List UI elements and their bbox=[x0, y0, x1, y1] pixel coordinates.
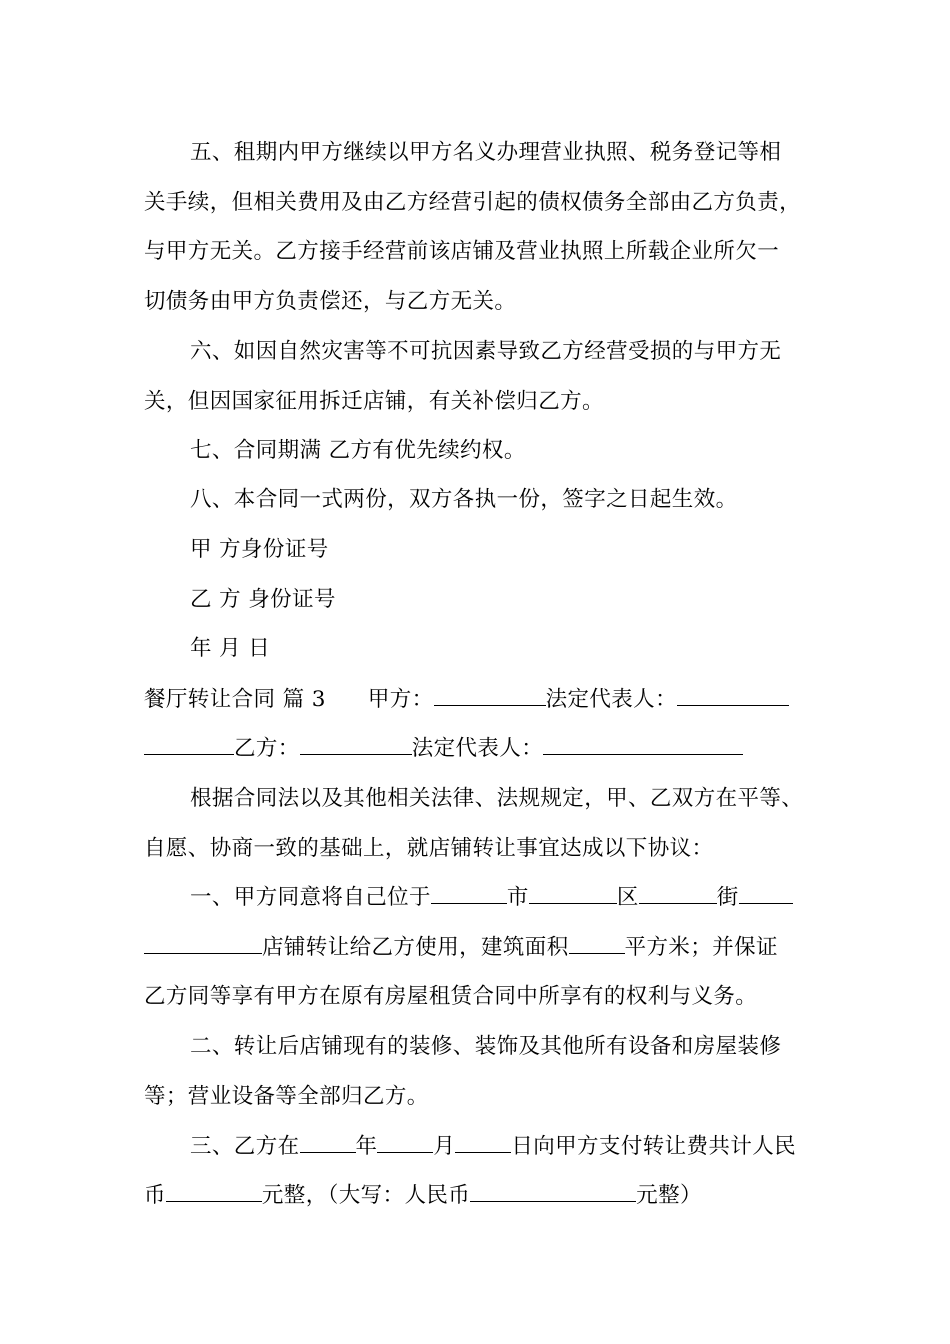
clause-3-text-day: 日向甲方支付转让费共计人民 bbox=[511, 1134, 797, 1159]
legal-rep-label-b: 法定代表人： bbox=[411, 736, 544, 761]
year-label: 年 bbox=[355, 1134, 378, 1159]
clause-3-text-d: 元整） bbox=[636, 1183, 702, 1208]
party-b-blank[interactable] bbox=[300, 734, 412, 755]
clause-5-line-2: 关手续，但相关费用及由乙方经营引起的债权债务全部由乙方负责， bbox=[144, 190, 802, 215]
intro-line-2: 自愿、协商一致的基础上，就店铺转让事宜达成以下协议： bbox=[144, 836, 714, 861]
section-title: 餐厅转让合同 篇 3 bbox=[144, 687, 326, 712]
day-blank[interactable] bbox=[455, 1132, 511, 1153]
clause-8: 八、本合同一式两份，双方各执一份，签字之日起生效。 bbox=[190, 487, 738, 512]
party-b-label: 乙方： bbox=[234, 736, 300, 761]
clause-5-line-1: 五、租期内甲方继续以甲方名义办理营业执照、税务登记等相 bbox=[190, 140, 782, 165]
legal-rep-a-blank[interactable] bbox=[677, 685, 789, 706]
clause-1-text-b: 店铺转让给乙方使用，建筑面积 bbox=[262, 935, 569, 960]
district-label: 区 bbox=[616, 885, 639, 910]
clause-7: 七、合同期满 乙方有优先续约权。 bbox=[190, 438, 526, 463]
address-blank[interactable] bbox=[739, 883, 793, 904]
month-blank[interactable] bbox=[377, 1132, 433, 1153]
city-blank[interactable] bbox=[431, 883, 507, 904]
month-label: 月 bbox=[433, 1134, 456, 1159]
party-b-id-line: 乙 方 身份证号 bbox=[190, 587, 336, 612]
clause-5-line-4: 切债务由甲方负责偿还，与乙方无关。 bbox=[144, 289, 517, 314]
amount-blank[interactable] bbox=[166, 1181, 262, 1202]
clause-3-text-c: 元整，（大写：人民币 bbox=[261, 1183, 471, 1208]
party-a-id-line: 甲 方身份证号 bbox=[190, 537, 329, 562]
clause-1-text-a: 一、甲方同意将自己位于 bbox=[190, 885, 431, 910]
legal-rep-a-blank-cont[interactable] bbox=[144, 734, 234, 755]
clause-1-line-2 bbox=[144, 933, 814, 963]
district-blank[interactable] bbox=[529, 883, 617, 904]
clause-1-line-1 bbox=[190, 883, 860, 913]
clause-3-line-1 bbox=[190, 1132, 860, 1162]
party-a-label: 甲方： bbox=[367, 687, 434, 712]
clause-3-text-a: 三、乙方在 bbox=[190, 1134, 300, 1159]
address-blank-cont[interactable] bbox=[144, 933, 262, 954]
street-blank[interactable] bbox=[639, 883, 717, 904]
clause-1-line-3: 乙方同等享有甲方在原有房屋租赁合同中所享有的权利与义务。 bbox=[144, 984, 758, 1009]
clause-6-line-2: 关，但因国家征用拆迁店铺，有关补偿归乙方。 bbox=[144, 389, 604, 414]
amount-words-blank[interactable] bbox=[470, 1181, 636, 1202]
clause-3-text-b: 币 bbox=[144, 1183, 166, 1208]
clause-5-line-3: 与甲方无关。乙方接手经营前该店铺及营业执照上所载企业所欠一 bbox=[144, 239, 780, 264]
section-3-header-line bbox=[144, 685, 814, 715]
legal-rep-b-blank[interactable] bbox=[543, 734, 743, 755]
street-label: 街 bbox=[716, 885, 739, 910]
area-blank[interactable] bbox=[569, 933, 625, 954]
clause-1-text-c: 平方米；并保证 bbox=[624, 935, 778, 960]
section-3-party-b-line bbox=[144, 734, 814, 764]
year-blank[interactable] bbox=[300, 1132, 356, 1153]
date-line: 年 月 日 bbox=[190, 636, 271, 661]
clause-2-line-2: 等；营业设备等全部归乙方。 bbox=[144, 1084, 429, 1109]
city-label: 市 bbox=[506, 885, 529, 910]
legal-rep-label: 法定代表人： bbox=[545, 687, 677, 712]
clause-2-line-1: 二、转让后店铺现有的装修、装饰及其他所有设备和房屋装修 bbox=[190, 1034, 782, 1059]
intro-line-1: 根据合同法以及其他相关法律、法规规定，甲、乙双方在平等、 bbox=[190, 786, 804, 811]
party-a-blank[interactable] bbox=[434, 685, 546, 706]
clause-6-line-1: 六、如因自然灾害等不可抗因素导致乙方经营受损的与甲方无 bbox=[190, 339, 782, 364]
clause-3-line-2 bbox=[144, 1181, 814, 1211]
